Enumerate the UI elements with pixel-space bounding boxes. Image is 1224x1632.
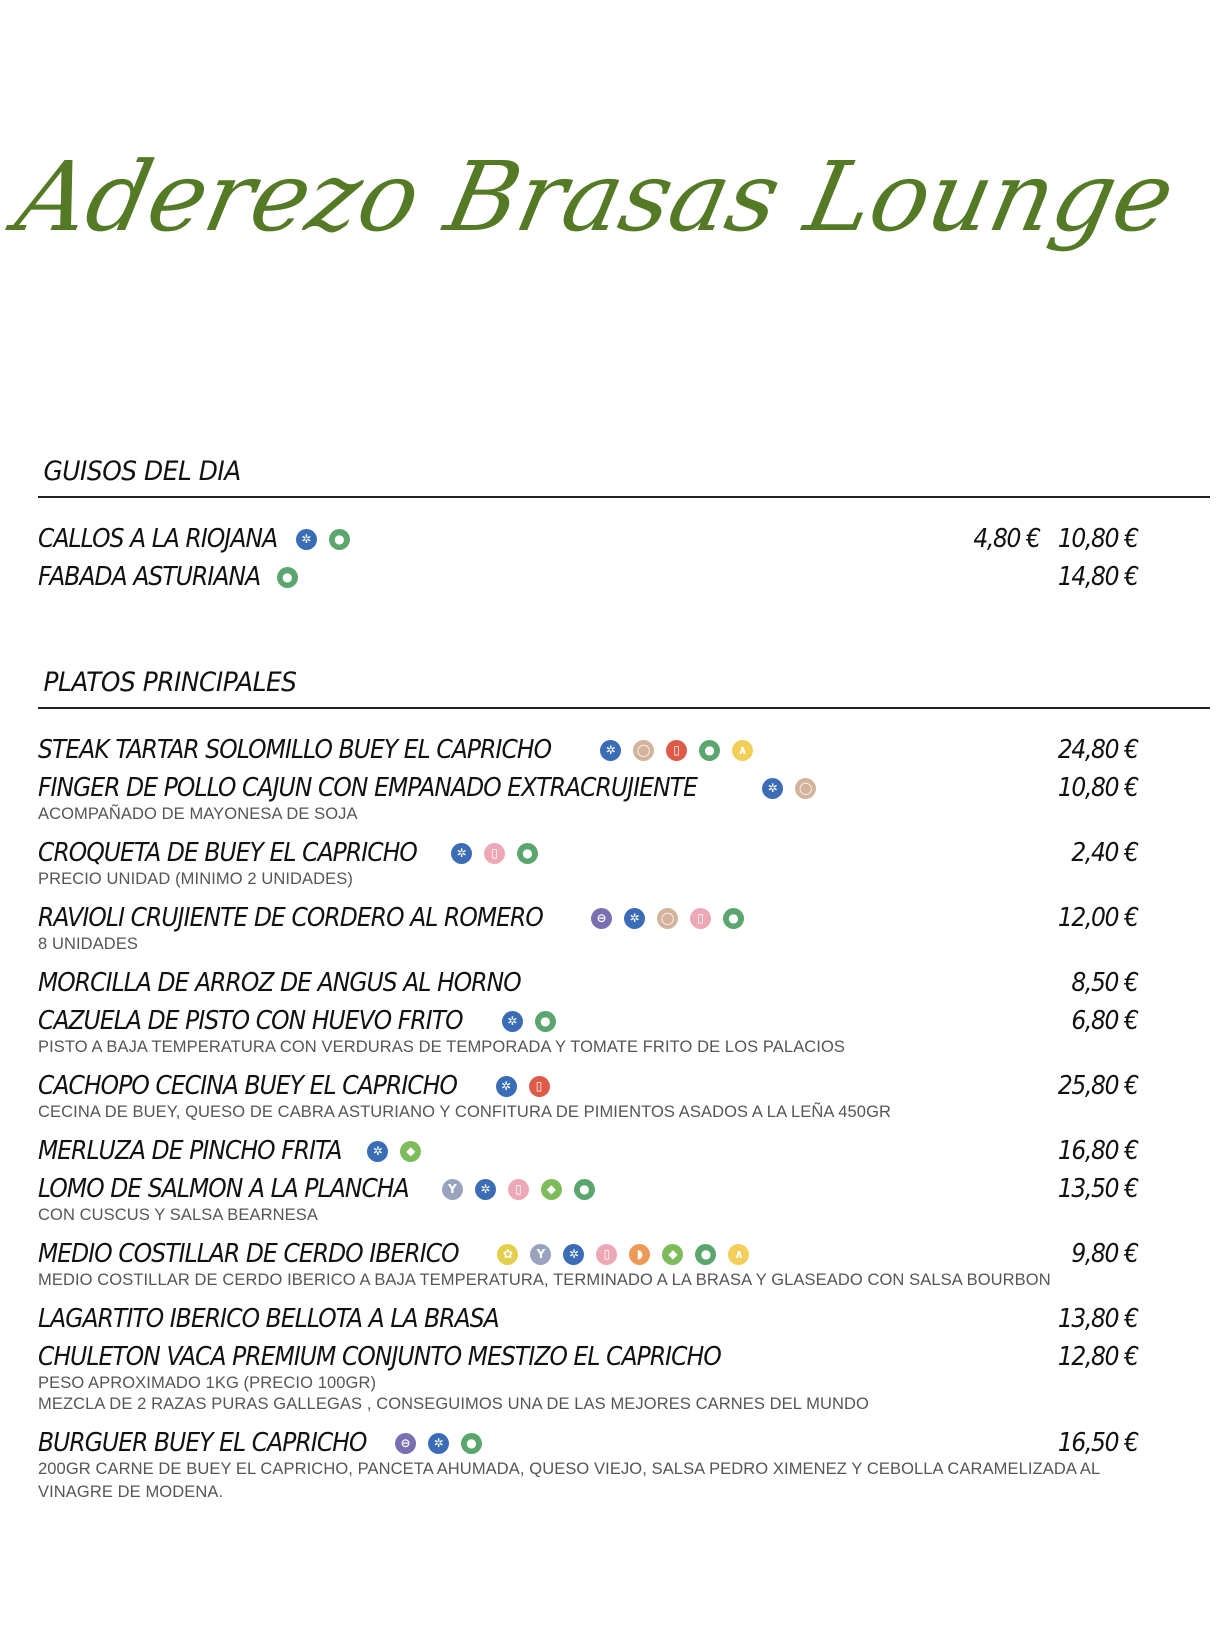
dish-name: CHULETON VACA PREMIUM CONJUNTO MESTIZO EL CAPRICHO	[38, 1342, 721, 1372]
dish-price: 8,50 €	[1071, 968, 1138, 998]
allergen-icons	[277, 567, 298, 588]
fish-icon: ◆	[662, 1244, 683, 1265]
dish-price: 6,80 €	[1071, 1006, 1138, 1036]
dish-prices	[1064, 1002, 1138, 1040]
section-title: PLATOS PRINCIPALES	[43, 667, 297, 698]
wheat-icon: ✲	[600, 740, 621, 761]
dish-name: CACHOPO CECINA BUEY EL CAPRICHO	[38, 1071, 458, 1101]
dish-price: 10,80 €	[1058, 524, 1138, 554]
allergen-icons	[296, 529, 350, 550]
logo-script	[0, 120, 1224, 290]
dish-description: MEDIO COSTILLAR DE CERDO IBERICO A BAJA TEMPERATURA, TERMINADO A LA BRASA Y GLASEADO CON SALSA BOURBON	[38, 1271, 1051, 1289]
sulfites-icon: ●	[695, 1244, 716, 1265]
dish-description: ACOMPAÑADO DE MAYONESA DE SOJA	[38, 805, 358, 823]
menu-item	[38, 1235, 1138, 1300]
dish-price: 13,80 €	[1058, 1304, 1138, 1334]
menu-item-row	[38, 1132, 1138, 1170]
menu-item	[38, 1170, 1138, 1235]
mustard-bottle-icon: ▯	[666, 740, 687, 761]
dish-description: CECINA DE BUEY, QUESO DE CABRA ASTURIANO Y CONFITURA DE PIMIENTOS ASADOS A LA LEÑA 450GR	[38, 1103, 892, 1121]
sulfites-icon: ●	[461, 1433, 482, 1454]
wheat-icon: ✲	[475, 1179, 496, 1200]
allergen-icons	[600, 740, 753, 761]
dish-price: 13,50 €	[1058, 1174, 1138, 1204]
wheat-icon: ✲	[496, 1076, 517, 1097]
sulfites-icon: ●	[574, 1179, 595, 1200]
menu-item-row	[38, 1424, 1138, 1462]
crustacean-icon: Y	[442, 1179, 463, 1200]
dish-name: CALLOS A LA RIOJANA	[38, 524, 278, 554]
section-title: GUISOS DEL DIA	[43, 456, 241, 487]
wheat-icon: ✲	[296, 529, 317, 550]
milk-icon: ▯	[690, 908, 711, 929]
dish-prices	[1049, 1300, 1138, 1338]
menu-item-row	[38, 1300, 1138, 1338]
menu-item	[38, 1338, 1138, 1424]
sulfites-icon: ●	[723, 908, 744, 929]
celery-icon: ✿	[497, 1244, 518, 1265]
crustacean-icon: Y	[530, 1244, 551, 1265]
allergen-icons	[502, 1011, 556, 1032]
dish-prices	[1064, 1235, 1138, 1273]
dish-name: FINGER DE POLLO CAJUN CON EMPANADO EXTRACRUJIENTE	[38, 773, 697, 803]
dish-description: CON CUSCUS Y SALSA BEARNESA	[38, 1206, 318, 1224]
wheat-icon: ✲	[762, 778, 783, 799]
dish-description: PRECIO UNIDAD (MINIMO 2 UNIDADES)	[38, 870, 353, 888]
soy-icon: ⊖	[591, 908, 612, 929]
menu-item-row	[38, 964, 1138, 1002]
dish-prices	[966, 520, 1138, 558]
dish-prices	[1064, 834, 1138, 872]
dish-description: 8 UNIDADES	[38, 935, 139, 953]
dish-name: CAZUELA DE PISTO CON HUEVO FRITO	[38, 1006, 463, 1036]
section-platos-principales	[38, 663, 1210, 1512]
allergen-icons	[367, 1141, 421, 1162]
menu-item	[38, 964, 1138, 1002]
menu-item-row	[38, 769, 1138, 807]
section-divider	[38, 496, 1210, 498]
menu-items	[38, 731, 1210, 1512]
dish-prices	[1049, 1338, 1138, 1376]
menu-item	[38, 899, 1138, 964]
dish-description: PESO APROXIMADO 1KG (PRECIO 100GR)	[38, 1374, 377, 1392]
menu-item	[38, 520, 1138, 558]
dish-description: MEZCLA DE 2 RAZAS PURAS GALLEGAS , CONSEGUIMOS UNA DE LAS MEJORES CARNES DEL MUNDO	[38, 1395, 869, 1413]
restaurant-name: Aderezo Brasas Lounge	[7, 140, 1184, 253]
menu-item	[38, 769, 1138, 834]
menu-item	[38, 558, 1138, 596]
sulfites-icon: ●	[277, 567, 298, 588]
dish-price: 12,00 €	[1058, 903, 1138, 933]
dish-price: 14,80 €	[1058, 562, 1138, 592]
fish-icon: ◆	[400, 1141, 421, 1162]
menu-item-row	[38, 834, 1138, 872]
dish-name: RAVIOLI CRUJIENTE DE CORDERO AL ROMERO	[38, 903, 543, 933]
menu-item	[38, 834, 1138, 899]
dish-price: 25,80 €	[1058, 1071, 1138, 1101]
menu-item	[38, 1300, 1138, 1338]
soy-icon: ⊖	[395, 1433, 416, 1454]
allergen-icons	[451, 843, 538, 864]
menu-item	[38, 1002, 1138, 1067]
wheat-icon: ✲	[502, 1011, 523, 1032]
dish-name: MEDIO COSTILLAR DE CERDO IBERICO	[38, 1239, 459, 1269]
shell-icon: ◗	[629, 1244, 650, 1265]
allergen-icons	[591, 908, 744, 929]
sulfites-icon: ●	[699, 740, 720, 761]
menu-item-row	[38, 520, 1138, 558]
dish-price: 2,40 €	[1071, 838, 1138, 868]
dish-name: MERLUZA DE PINCHO FRITA	[38, 1136, 342, 1166]
section-guisos-del-dia	[38, 452, 1210, 596]
dish-prices	[1064, 964, 1138, 1002]
dish-prices	[1049, 899, 1138, 937]
dish-price: 16,80 €	[1058, 1136, 1138, 1166]
milk-icon: ▯	[596, 1244, 617, 1265]
menu-item-row	[38, 1002, 1138, 1040]
dish-prices	[1049, 769, 1138, 807]
dish-prices	[1049, 1170, 1138, 1208]
dish-name: LAGARTITO IBERICO BELLOTA A LA BRASA	[38, 1304, 499, 1334]
wheat-icon: ✲	[624, 908, 645, 929]
menu-item-row	[38, 899, 1138, 937]
egg-icon: ◯	[633, 740, 654, 761]
dish-prices	[1049, 558, 1138, 596]
dish-price: 24,80 €	[1058, 735, 1138, 765]
sesame-icon: ∧	[728, 1244, 749, 1265]
mustard-bottle-icon: ▯	[529, 1076, 550, 1097]
milk-icon: ▯	[484, 843, 505, 864]
menu-item	[38, 1067, 1138, 1132]
dish-name: LOMO DE SALMON A LA PLANCHA	[38, 1174, 409, 1204]
wheat-icon: ✲	[428, 1433, 449, 1454]
wheat-icon: ✲	[451, 843, 472, 864]
dish-name: MORCILLA DE ARROZ DE ANGUS AL HORNO	[38, 968, 521, 998]
dish-name: FABADA ASTURIANA	[38, 562, 261, 592]
wheat-icon: ✲	[367, 1141, 388, 1162]
egg-icon: ◯	[795, 778, 816, 799]
menu-item-row	[38, 1235, 1138, 1273]
milk-icon: ▯	[508, 1179, 529, 1200]
dish-name: STEAK TARTAR SOLOMILLO BUEY EL CAPRICHO	[38, 735, 552, 765]
menu-items	[38, 520, 1210, 596]
menu-item-row	[38, 558, 1138, 596]
sulfites-icon: ●	[535, 1011, 556, 1032]
menu-item-row	[38, 1170, 1138, 1208]
egg-icon: ◯	[657, 908, 678, 929]
dish-name: BURGUER BUEY EL CAPRICHO	[38, 1428, 367, 1458]
dish-price: 16,50 €	[1058, 1428, 1138, 1458]
allergen-icons	[442, 1179, 595, 1200]
dish-price: 9,80 €	[1071, 1239, 1138, 1269]
dish-prices	[1049, 731, 1138, 769]
dish-price: 4,80 €	[972, 524, 1040, 554]
menu-item	[38, 731, 1138, 769]
allergen-icons	[762, 778, 816, 799]
dish-name: CROQUETA DE BUEY EL CAPRICHO	[38, 838, 417, 868]
menu-item	[38, 1424, 1138, 1512]
allergen-icons	[395, 1433, 482, 1454]
dish-price: 10,80 €	[1058, 773, 1138, 803]
dish-prices	[1049, 1424, 1138, 1462]
menu-item-row	[38, 731, 1138, 769]
restaurant-logo	[0, 120, 1224, 290]
menu-item-row	[38, 1067, 1138, 1105]
dish-price: 12,80 €	[1058, 1342, 1138, 1372]
dish-description: PISTO A BAJA TEMPERATURA CON VERDURAS DE TEMPORADA Y TOMATE FRITO DE LOS PALACIOS	[38, 1038, 846, 1056]
allergen-icons	[497, 1244, 749, 1265]
dish-prices	[1049, 1132, 1138, 1170]
dish-description: 200GR CARNE DE BUEY EL CAPRICHO, PANCETA AHUMADA, QUESO VIEJO, SALSA PEDRO XIMENEZ Y CEBOLLA CARAMELIZADA AL VINAGRE DE MODENA.	[38, 1460, 1100, 1501]
wheat-icon: ✲	[563, 1244, 584, 1265]
section-divider	[38, 707, 1210, 709]
dish-prices	[1049, 1067, 1138, 1105]
menu-item	[38, 1132, 1138, 1170]
menu-item-row	[38, 1338, 1138, 1376]
sulfites-icon: ●	[517, 843, 538, 864]
fish-icon: ◆	[541, 1179, 562, 1200]
sesame-icon: ∧	[732, 740, 753, 761]
allergen-icons	[496, 1076, 550, 1097]
sulfites-icon: ●	[329, 529, 350, 550]
